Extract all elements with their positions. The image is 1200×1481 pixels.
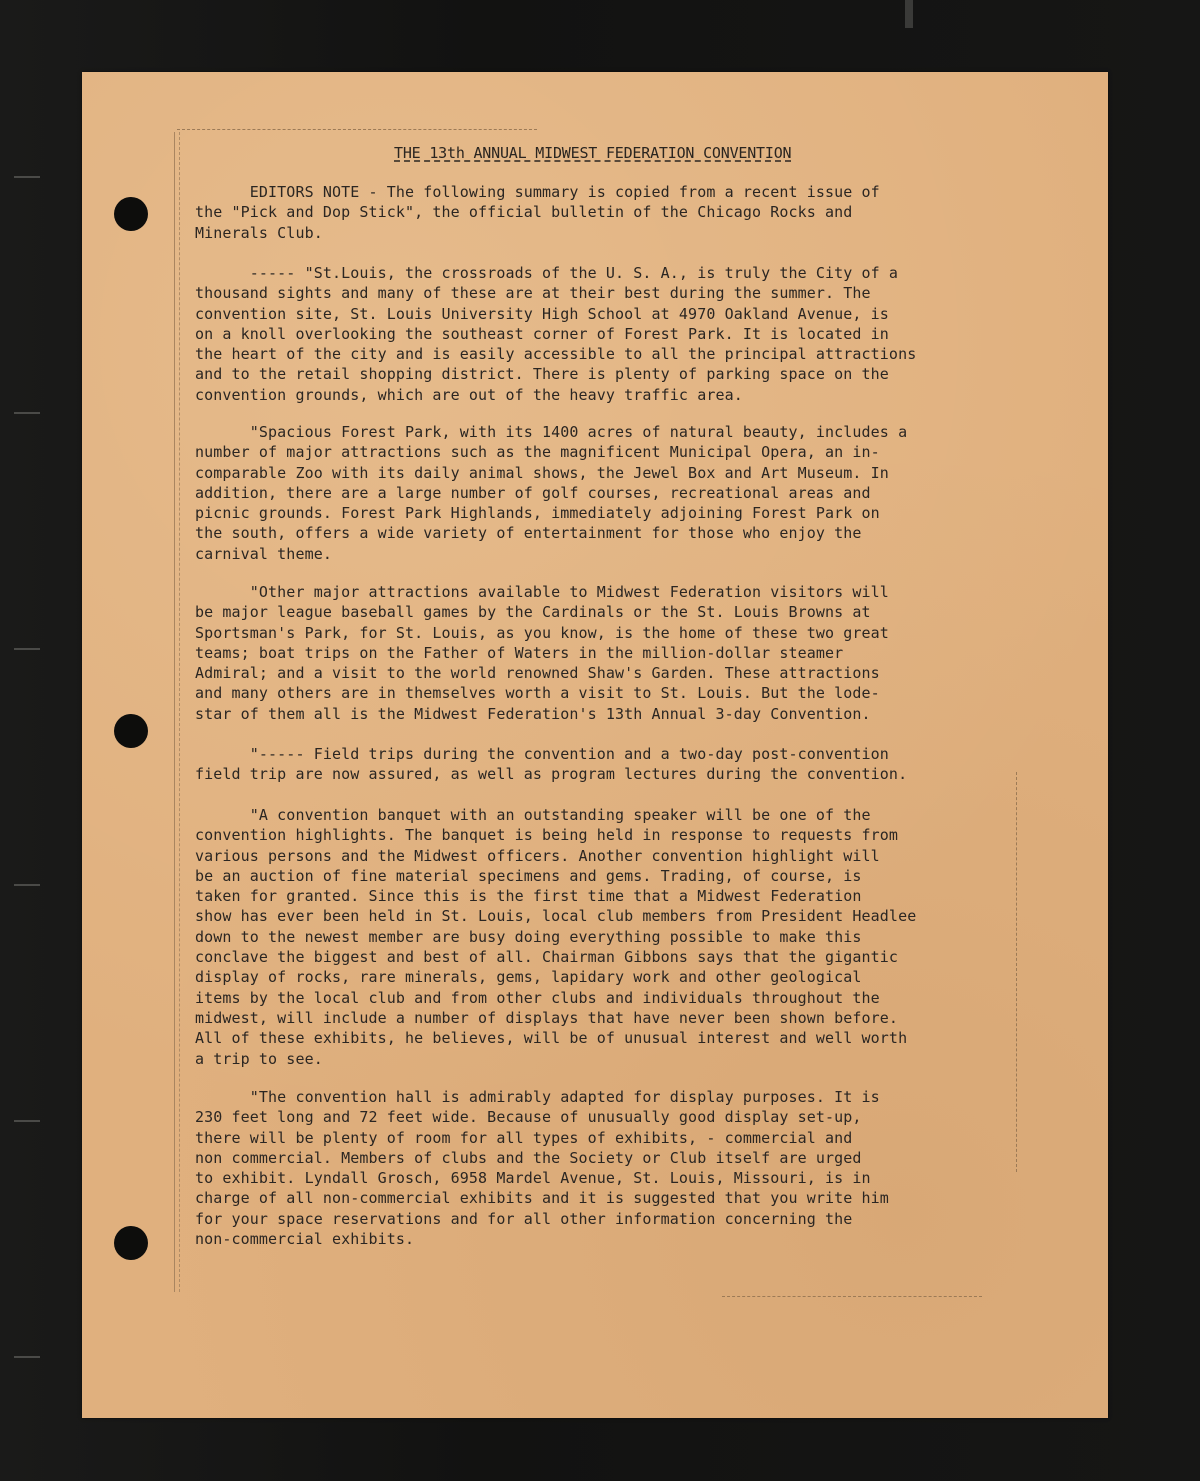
text-line: comparable Zoo with its daily animal shows, the Jewel Box and Art Museum. In xyxy=(195,463,889,482)
text-line: EDITORS NOTE - The following summary is copied from a recent issue of xyxy=(195,183,880,201)
paragraph-field-trips xyxy=(195,744,995,785)
text-line: and many others are in themselves worth a visit to St. Louis. But the lode- xyxy=(195,684,880,703)
paragraph-editors-note xyxy=(195,182,995,243)
text-line: addition, there are a large number of golf courses, recreational areas and xyxy=(195,483,871,502)
text-line: for your space reservations and for all other information concerning the xyxy=(195,1209,853,1228)
punch-hole-middle xyxy=(114,714,148,748)
text-line: items by the local club and from other clubs and individuals throughout the xyxy=(195,988,880,1007)
text-line: the heart of the city and is easily accessible to all the principal attractions xyxy=(195,345,917,364)
typed-frame-right xyxy=(1016,772,1017,1172)
text-line: be an auction of fine material specimens and gems. Trading, of course, is xyxy=(195,866,862,885)
text-line: 230 feet long and 72 feet wide. Because of unusually good display set-up, xyxy=(195,1108,862,1127)
text-line: there will be plenty of room for all types of exhibits, - commercial and xyxy=(195,1128,853,1147)
backdrop-tick xyxy=(14,176,40,178)
text-line: display of rocks, rare minerals, gems, lapidary work and other geological xyxy=(195,968,862,987)
text-line: "Spacious Forest Park, with its 1400 acres of natural beauty, includes a xyxy=(195,423,908,441)
text-line: "The convention hall is admirably adapted for display purposes. It is xyxy=(195,1088,880,1106)
text-line: star of them all is the Midwest Federation's 13th Annual 3-day Convention. xyxy=(195,704,871,723)
text-line: non-commercial exhibits. xyxy=(195,1230,415,1249)
typed-frame-top xyxy=(177,129,537,130)
text-line: Minerals Club. xyxy=(195,223,323,242)
text-line: Sportsman's Park, for St. Louis, as you know, is the home of these two great xyxy=(195,623,889,642)
text-line: a trip to see. xyxy=(195,1049,323,1068)
typed-page xyxy=(82,72,1108,1418)
text-line: various persons and the Midwest officers. Another convention highlight will xyxy=(195,846,880,865)
document-title: THE 13th ANNUAL MIDWEST FEDERATION CONVENTION xyxy=(394,144,792,162)
text-line: down to the newest member are busy doing everything possible to make this xyxy=(195,927,862,946)
typed-frame-bottom xyxy=(722,1296,982,1297)
text-line: All of these exhibits, he believes, will be of unusual interest and well worth xyxy=(195,1029,908,1048)
paragraph-other-attractions xyxy=(195,582,995,724)
text-line: and to the retail shopping district. There is plenty of parking space on the xyxy=(195,365,889,384)
text-line: picnic grounds. Forest Park Highlands, immediately adjoining Forest Park on xyxy=(195,504,880,523)
text-line: show has ever been held in St. Louis, local club members from President Headlee xyxy=(195,907,917,926)
backdrop-tick xyxy=(14,884,40,886)
text-line: the south, offers a wide variety of entertainment for those who enjoy the xyxy=(195,524,862,543)
backdrop-tick xyxy=(14,1356,40,1358)
text-line: "A convention banquet with an outstanding speaker will be one of the xyxy=(195,806,871,824)
text-line: convention grounds, which are out of the heavy traffic area. xyxy=(195,385,743,404)
text-line: "Other major attractions available to Midwest Federation visitors will xyxy=(195,583,889,601)
backdrop-tick xyxy=(14,1120,40,1122)
text-line: field trip are now assured, as well as program lectures during the convention. xyxy=(195,765,908,784)
text-line: convention highlights. The banquet is being held in response to requests from xyxy=(195,826,899,845)
text-line: to exhibit. Lyndall Grosch, 6958 Mardel Avenue, St. Louis, Missouri, is in xyxy=(195,1169,871,1188)
text-line: teams; boat trips on the Father of Waters in the million-dollar steamer xyxy=(195,643,844,662)
backdrop-tick xyxy=(14,412,40,414)
backdrop-tick xyxy=(14,648,40,650)
text-line: charge of all non-commercial exhibits and it is suggested that you write him xyxy=(195,1189,889,1208)
text-line: "----- Field trips during the convention and a two-day post-convention xyxy=(195,745,889,763)
text-line: non commercial. Members of clubs and the Society or Club itself are urged xyxy=(195,1148,862,1167)
text-line: carnival theme. xyxy=(195,544,332,563)
typed-frame-left xyxy=(174,132,175,1292)
text-line: thousand sights and many of these are at their best during the summer. The xyxy=(195,284,871,303)
paragraph-convention-hall xyxy=(195,1087,995,1249)
text-line: conclave the biggest and best of all. Chairman Gibbons says that the gigantic xyxy=(195,948,899,967)
typed-frame-left-inner xyxy=(179,132,180,1292)
text-line: ----- "St.Louis, the crossroads of the U. S. A., is truly the City of a xyxy=(195,264,899,282)
text-line: taken for granted. Since this is the first time that a Midwest Federation xyxy=(195,887,862,906)
backdrop-corner-strip xyxy=(905,0,913,28)
text-line: number of major attractions such as the magnificent Municipal Opera, an in- xyxy=(195,443,880,462)
text-line: the "Pick and Dop Stick", the official bulletin of the Chicago Rocks and xyxy=(195,203,853,222)
text-line: be major league baseball games by the Cardinals or the St. Louis Browns at xyxy=(195,603,871,622)
text-line: convention site, St. Louis University High School at 4970 Oakland Avenue, is xyxy=(195,304,889,323)
punch-hole-bottom xyxy=(114,1226,148,1260)
paragraph-banquet xyxy=(195,805,995,1069)
paragraph-st-louis xyxy=(195,263,995,405)
text-line: on a knoll overlooking the southeast corner of Forest Park. It is located in xyxy=(195,324,889,343)
paragraph-forest-park xyxy=(195,422,995,564)
text-line: midwest, will include a number of displays that have never been shown before. xyxy=(195,1008,899,1027)
punch-hole-top xyxy=(114,197,148,231)
text-line: Admiral; and a visit to the world renowned Shaw's Garden. These attractions xyxy=(195,664,880,683)
